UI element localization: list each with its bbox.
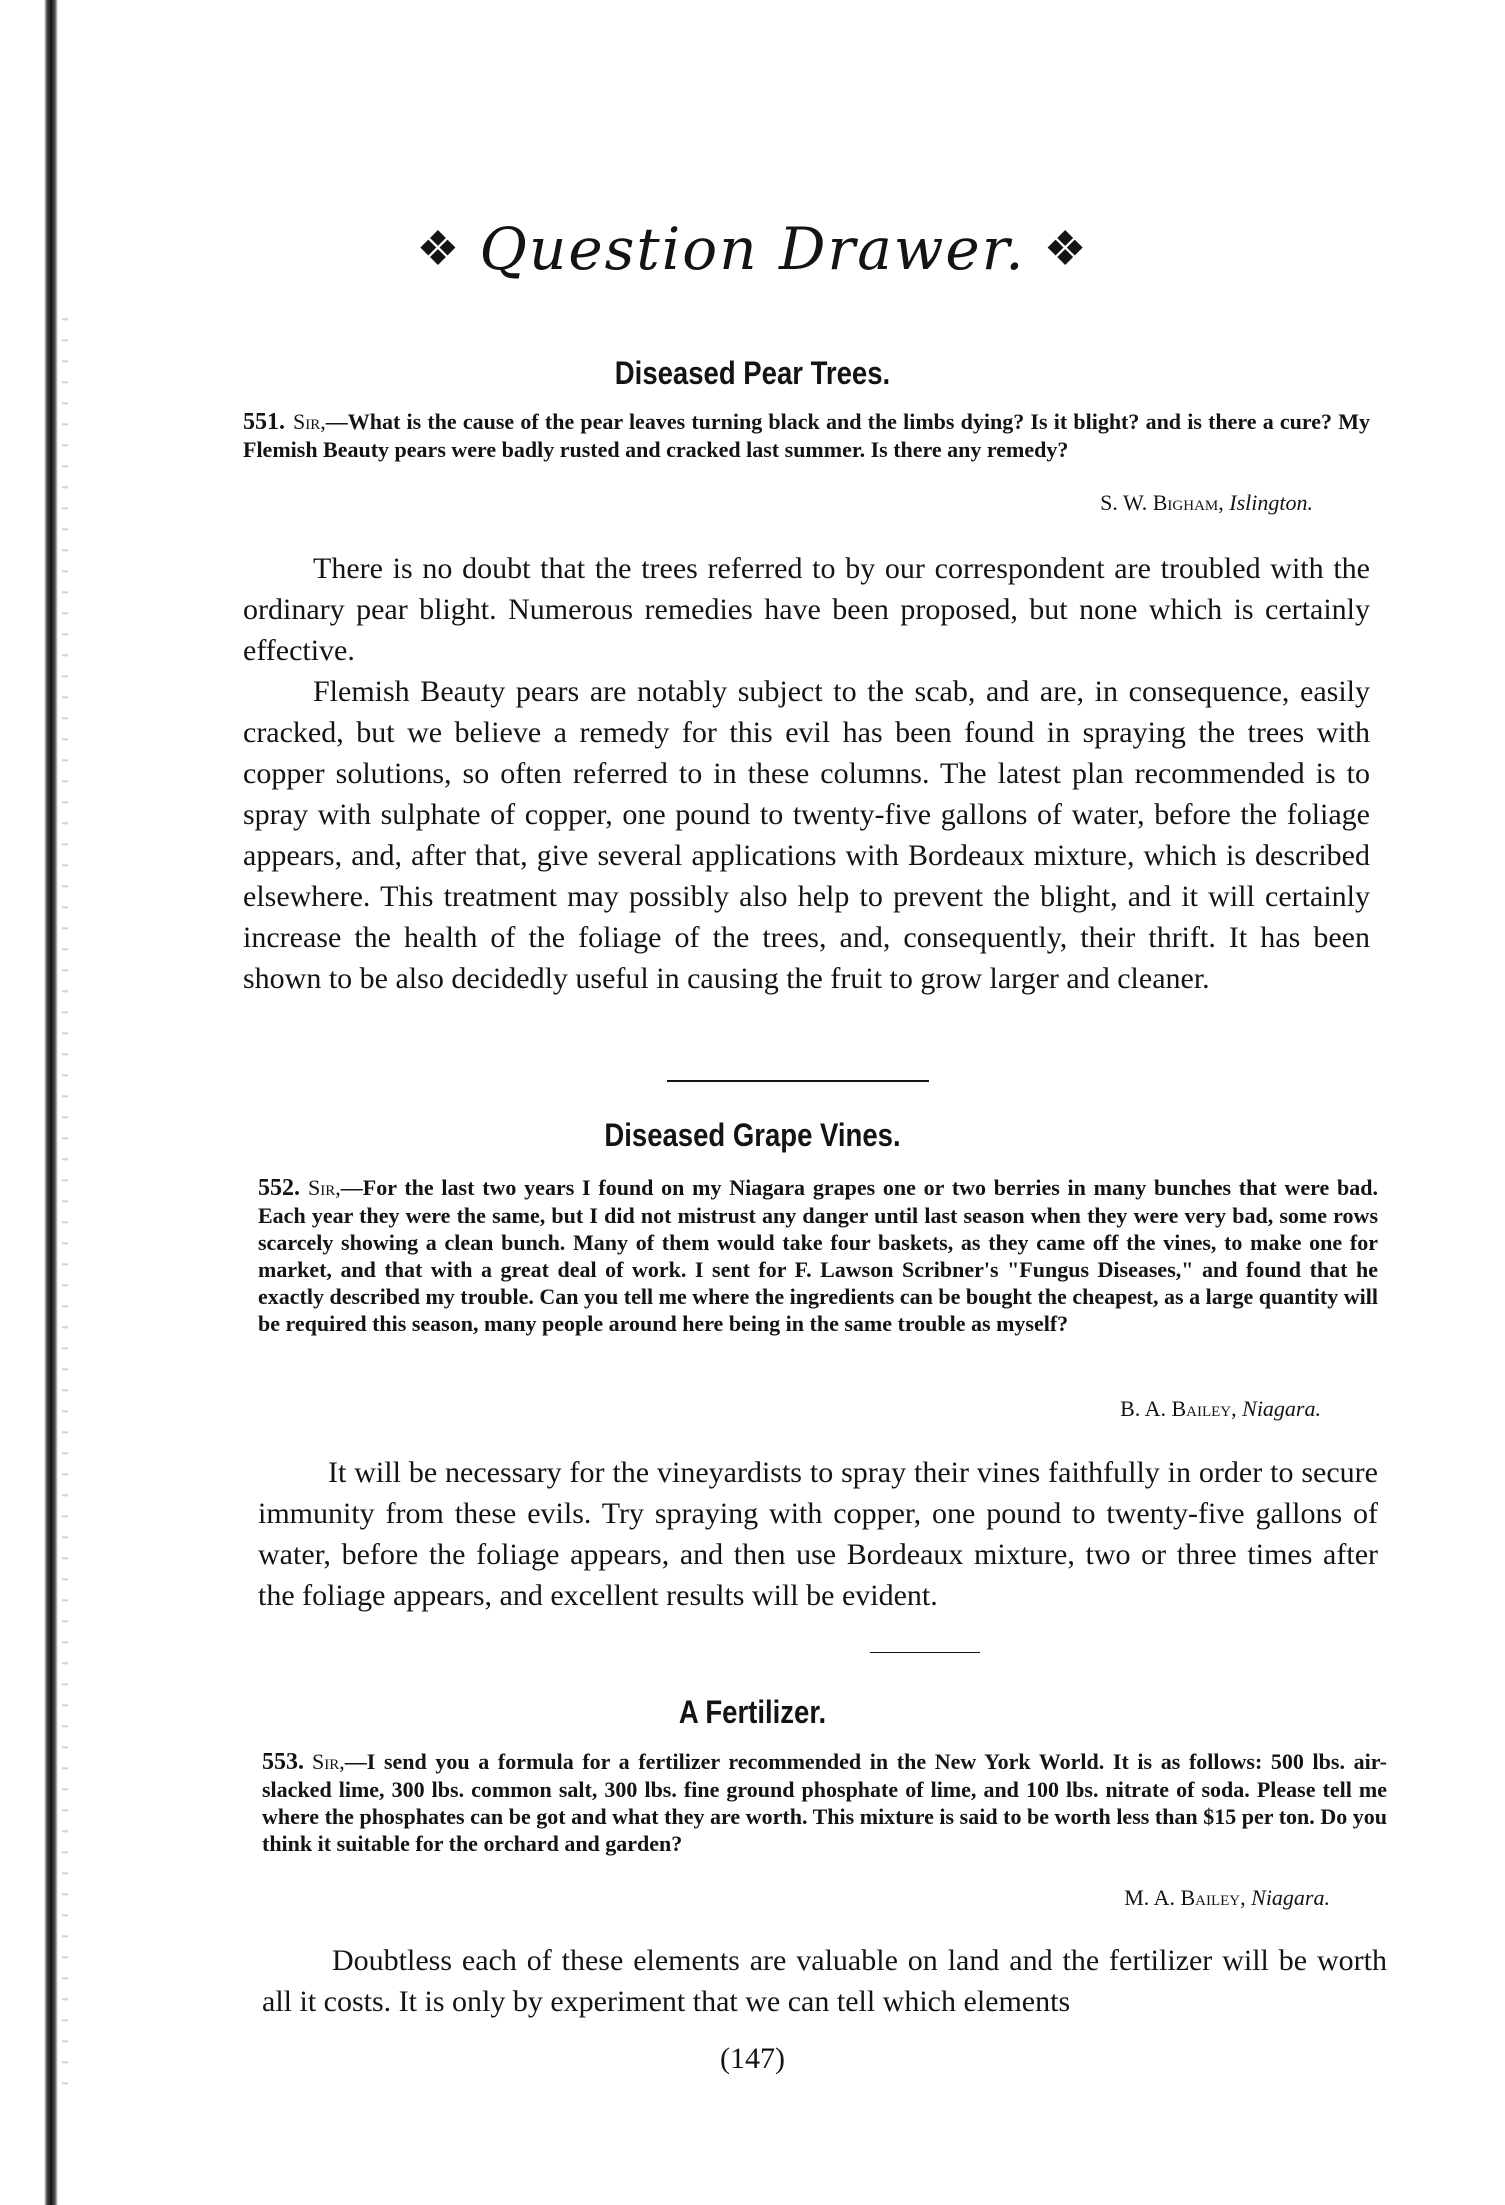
question-number: 553. bbox=[262, 1749, 304, 1775]
section-heading-pear-trees: Diseased Pear Trees. bbox=[614, 355, 891, 391]
question-553 bbox=[262, 1748, 1387, 1857]
section-heading-fertilizer: A Fertilizer. bbox=[678, 1694, 827, 1730]
section-heading-grape-vines: Diseased Grape Vines. bbox=[604, 1117, 901, 1153]
answer-paragraph: Doubtless each of these elements are valuable on land and the fertilizer will be worth all it costs. It is only by experiment that we can tell which elements bbox=[262, 1944, 1387, 2018]
answer-551 bbox=[243, 548, 1370, 999]
page-title bbox=[0, 215, 1505, 283]
page-binding-edge bbox=[44, 0, 58, 2205]
right-ornament-icon: ❖ bbox=[1043, 221, 1089, 277]
binding-shadow bbox=[62, 300, 68, 2100]
answer-553 bbox=[262, 1940, 1387, 2022]
signature-place: Niagara. bbox=[1242, 1396, 1321, 1421]
signature-name: M. A. Bailey, bbox=[1124, 1885, 1246, 1910]
signature-place: Islington. bbox=[1229, 490, 1313, 515]
question-salutation: Sir, bbox=[308, 1175, 341, 1200]
question-text: —For the last two years I found on my Niagara grapes one or two berries in many bunches that were bad. Each year they were the same, but I did not mistrust any danger until last season when they were very bad, some rows scarcely showing a clean bunch. Many of them would take four baskets, as they came off the vines, to make one for market, and that with a great deal of work. I sent for F. Lawson Scribner's "Fungus Diseases," and found that he exactly described my trouble. Can you tell me where the ingredients can be bought the cheapest, as a large quantity will be required this season, many people around here being in the same trouble as myself? bbox=[258, 1175, 1378, 1336]
question-text: —What is the cause of the pear leaves turning black and the limbs dying? Is it blight? and is there a cure? My Flemish Beauty pears were badly rusted and cracked last summer. Is there any remedy? bbox=[243, 409, 1370, 462]
question-salutation: Sir, bbox=[312, 1749, 345, 1774]
question-salutation: Sir, bbox=[293, 409, 326, 434]
page-title-text: Question Drawer. bbox=[479, 215, 1026, 283]
signature-552 bbox=[258, 1396, 1321, 1422]
answer-paragraph: Flemish Beauty pears are notably subject to the scab, and are, in consequence, easily cracked, but we believe a remedy for this evil has been found in spraying the trees with copper solutions, so often referred to in these columns. The latest plan recommended is to spray with sulphate of copper, one pound to twenty-five gallons of water, before the foliage appears, and, after that, give several applications with Bordeaux mixture, which is described elsewhere. This treatment may possibly also help to prevent the blight, and it will certainly increase the health of the foliage of the trees, and, consequently, their thrift. It has been shown to be also decidedly useful in causing the fruit to grow larger and cleaner. bbox=[243, 675, 1370, 995]
question-552 bbox=[258, 1174, 1378, 1337]
signature-name: B. A. Bailey, bbox=[1120, 1396, 1237, 1421]
answer-paragraph: There is no doubt that the trees referred to by our correspondent are troubled with the ordinary pear blight. Numerous remedies have been proposed, but none which is certainly effective. bbox=[243, 552, 1370, 667]
page-number: (147) bbox=[720, 2042, 785, 2075]
question-text: —I send you a formula for a fertilizer recommended in the New York World. It is as follows: 500 lbs. air-slacked lime, 300 lbs. common salt, 300 lbs. fine ground phosphate of lime, and 100 lbs. nitrate of soda. Please tell me where the phosphates can be got and what they are worth. This mixture is said to be worth less than $15 per ton. Do you think it suitable for the orchard and garden? bbox=[262, 1749, 1387, 1856]
question-number: 551. bbox=[243, 409, 285, 435]
signature-place: Niagara. bbox=[1251, 1885, 1330, 1910]
signature-553 bbox=[262, 1885, 1330, 1911]
question-551 bbox=[243, 408, 1370, 463]
question-number: 552. bbox=[258, 1175, 300, 1201]
section-divider bbox=[667, 1080, 929, 1082]
left-ornament-icon: ❖ bbox=[416, 221, 462, 277]
signature-name: S. W. Bigham, bbox=[1100, 490, 1224, 515]
answer-paragraph: It will be necessary for the vineyardists to spray their vines faithfully in order to secure immunity from these evils. Try spraying with copper, one pound to twenty-five gallons of water, before the foliage appears, and then use Bordeaux mixture, two or three times after the foliage appears, and excellent results will be evident. bbox=[258, 1456, 1378, 1612]
section-divider bbox=[870, 1652, 980, 1653]
answer-552 bbox=[258, 1452, 1378, 1616]
signature-551 bbox=[243, 490, 1313, 516]
